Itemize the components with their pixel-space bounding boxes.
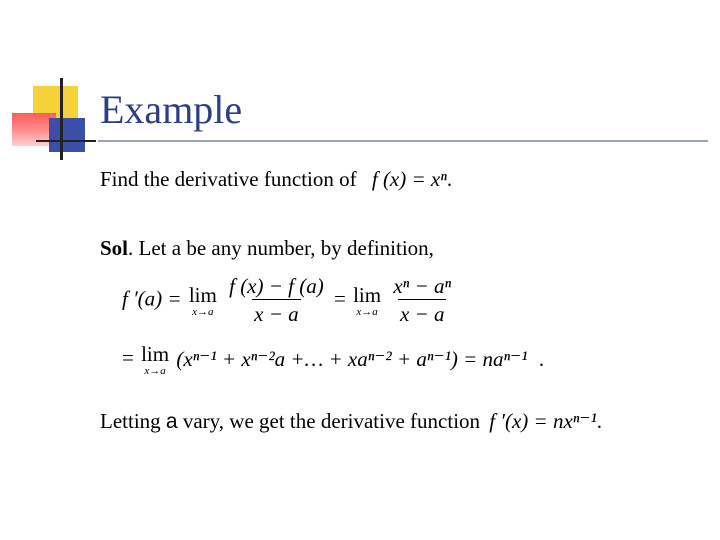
problem-period: . [446, 167, 453, 191]
eq2-body: (xⁿ⁻¹ + xⁿ⁻²a +… + xaⁿ⁻² + aⁿ⁻¹) = naⁿ⁻¹ [176, 347, 528, 371]
problem-text: Find the derivative function of [100, 167, 357, 191]
sol-label: Sol [100, 236, 129, 260]
conclusion [100, 408, 602, 435]
decor-vertical-line [60, 78, 63, 160]
title-underline [98, 140, 708, 142]
slide-title: Example [100, 87, 243, 132]
derivative-formula: f ′(x) = nxⁿ⁻¹ [489, 409, 597, 433]
eq1-lim-word-2: lim [353, 283, 382, 307]
eq2-lim-word: lim [141, 342, 170, 366]
conclusion-period: . [596, 409, 603, 433]
eq1-fraction-1 [227, 274, 326, 327]
eq1-lhs: f ′(a) = [122, 286, 182, 311]
eq2-equals: = [122, 345, 134, 370]
eq1-limit-2 [353, 283, 381, 318]
sol-text: . Let a be any number, by definition, [128, 236, 434, 260]
conclusion-var: a [165, 410, 178, 433]
eq1-numerator-1: f (x) − f (a) [229, 274, 324, 298]
equation-line-1 [122, 274, 456, 327]
eq1-denominator-1: x − a [252, 299, 301, 327]
decor-blue-square [49, 118, 85, 152]
eq1-equals: = [334, 286, 346, 311]
conclusion-pre: Letting [100, 409, 161, 433]
eq1-fraction-2 [391, 274, 453, 327]
function-formula: f (x) = xⁿ [371, 167, 447, 191]
conclusion-post: vary, we get the derivative function [182, 409, 481, 433]
eq1-denominator-2: x − a [398, 299, 447, 327]
decor-horizontal-line [36, 140, 96, 142]
eq1-lim-sub: x→a [192, 306, 214, 318]
eq1-numerator-2: xⁿ − aⁿ [393, 274, 452, 298]
solution-intro [100, 235, 434, 261]
equation-line-2 [122, 342, 544, 377]
eq2-period: . [538, 347, 545, 371]
eq1-limit [189, 283, 217, 318]
eq2-limit [141, 342, 169, 377]
problem-statement [100, 166, 452, 192]
eq2-lim-sub: x→a [144, 365, 166, 377]
eq1-lim-word: lim [188, 283, 217, 307]
eq1-lim-sub-2: x→a [356, 306, 378, 318]
